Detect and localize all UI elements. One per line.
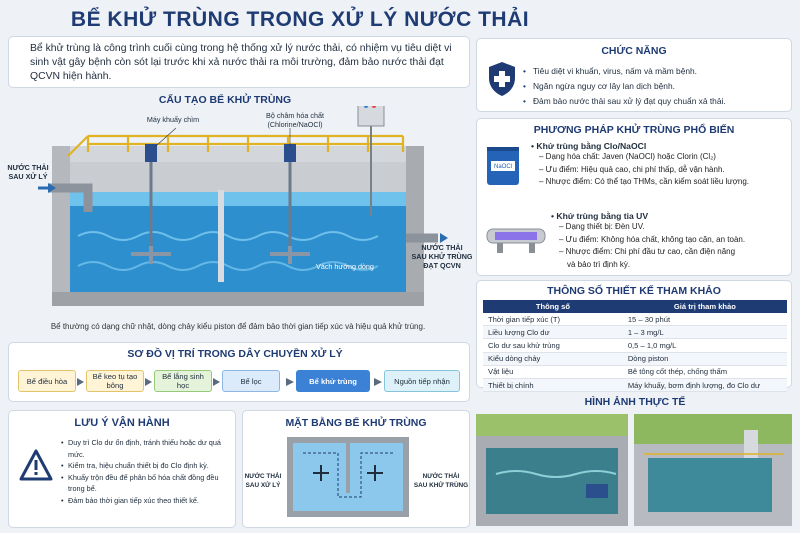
params-table bbox=[483, 300, 787, 392]
function-item: • Ngăn ngừa nguy cơ lây lan dịch bệnh. bbox=[523, 79, 726, 94]
table-row: Kiểu dòng chảy Dòng piston bbox=[483, 352, 787, 365]
flow-step: Bể lọc bbox=[222, 370, 280, 392]
params-panel bbox=[476, 280, 792, 388]
uv-cons: – Nhược điểm: Chi phí đầu tư cao, cần điện năng bbox=[559, 247, 736, 256]
label-inlet-line1: NƯỚC THẢI bbox=[7, 163, 49, 172]
flow-arrows bbox=[0, 376, 470, 388]
uv-method-name: • Khử trùng bằng tia UV bbox=[551, 211, 649, 221]
table-row: Clo dư sau khử trùng 0,5 – 1,0 mg/L bbox=[483, 339, 787, 352]
warning-icon bbox=[19, 449, 53, 481]
uv-lamp-icon bbox=[483, 217, 549, 257]
label-outlet-line1: NƯỚC THẢI bbox=[421, 243, 463, 252]
label-outlet-line2: SAU KHỬ TRÙNG bbox=[411, 252, 473, 261]
note-item: • Đảm bảo thời gian tiếp xúc theo thiết kế. bbox=[61, 495, 231, 507]
plan-title: MẶT BẰNG BỂ KHỬ TRÙNG bbox=[285, 417, 427, 429]
chlorine-cons: – Nhược điểm: Có thể tạo THMs, cần kiểm soát liều lượng. bbox=[539, 177, 750, 186]
tank-illustration bbox=[8, 106, 470, 320]
function-panel bbox=[476, 38, 792, 112]
label-inlet-line2: SAU XỬ LÝ bbox=[8, 172, 48, 181]
plan-inlet-line2: SAU XỬ LÝ bbox=[245, 482, 281, 489]
photo-2 bbox=[634, 414, 792, 526]
note-item: • Kiểm tra, hiệu chuẩn thiết bị đo Clo định kỳ. bbox=[61, 460, 231, 472]
notes-panel bbox=[8, 410, 236, 528]
page-title: BỂ KHỬ TRÙNG TRONG XỬ LÝ NƯỚC THẢI bbox=[70, 8, 530, 31]
table-row: Thiết bị chính Máy khuấy, bơm định lượng, đo Clo dư bbox=[483, 378, 787, 391]
label-doser-line1: Bộ châm hóa chất bbox=[266, 111, 324, 120]
flow-step: Nguồn tiếp nhận bbox=[384, 370, 460, 392]
table-row: Vật liệu Bê tông cốt thép, chống thấm bbox=[483, 365, 787, 378]
params-header: Thông số bbox=[483, 300, 623, 313]
plan-inlet-line1: NƯỚC THẢI bbox=[244, 473, 282, 480]
photo-1 bbox=[476, 414, 628, 526]
uv-cons-cont: và bảo trì định kỳ. bbox=[567, 259, 631, 269]
params-title: THÔNG SỐ THIẾT KẾ THAM KHẢO bbox=[547, 285, 721, 297]
methods-panel bbox=[476, 118, 792, 276]
uv-pros: – Ưu điểm: Không hóa chất, không tạo cặn, an toàn. bbox=[559, 234, 746, 244]
flow-step-active: Bể khử trùng bbox=[296, 370, 370, 392]
table-row: Liều lượng Clo dư 1 – 3 mg/L bbox=[483, 326, 787, 339]
params-header: Giá trị tham khảo bbox=[623, 300, 787, 313]
uv-form: – Dạng thiết bị: Đèn UV. bbox=[559, 222, 645, 231]
plan-panel bbox=[242, 410, 470, 528]
chlorine-method-name: • Khử trùng bằng Clo/NaOCl bbox=[531, 141, 647, 151]
flow-step: Bể lắng sinh học bbox=[154, 370, 212, 392]
label-mixer: Máy khuấy chìm bbox=[146, 115, 200, 124]
notes-title: LƯU Ý VẬN HÀNH bbox=[74, 417, 170, 429]
plan-diagram bbox=[283, 433, 413, 523]
table-row: Thời gian tiếp xúc (T) 15 – 30 phút bbox=[483, 313, 787, 326]
flow-step: Bể keo tụ tạo bông bbox=[86, 370, 144, 392]
label-baffle: Vách hướng dòng bbox=[316, 262, 374, 271]
note-item: • Duy trì Clo dư ổn định, tránh thiếu hoặc dư quá mức. bbox=[61, 437, 231, 460]
function-item: • Đảm bảo nước thải sau xử lý đạt quy chuẩn xả thải. bbox=[523, 94, 726, 109]
note-item: • Khuấy trộn đều để phân bố hóa chất đồng đều trong bể. bbox=[61, 472, 231, 495]
structure-caption: Bể thường có dạng chữ nhật, dòng chảy kiểu piston để đảm bảo thời gian tiếp xúc và hiệu quả khử trùng. bbox=[50, 322, 426, 331]
intro-text: Bể khử trùng là công trình cuối cùng trong hệ thống xử lý nước thải, có nhiệm vụ tiêu diệt vi sinh vật gây bệnh còn sót lại trước khi xả nước thải ra môi trường, đảm bảo nước thải đạt QCVN hiện hành. bbox=[30, 43, 452, 82]
chlorine-form: – Dạng hóa chất: Javen (NaOCl) hoặc Clorin (Cl₂) bbox=[539, 152, 716, 161]
label-doser-line2: (Chlorine/NaOCl) bbox=[267, 120, 323, 129]
flow-title: SƠ ĐỒ VỊ TRÍ TRONG DÂY CHUYỀN XỬ LÝ bbox=[127, 348, 343, 360]
label-outlet-line3: ĐẠT QCVN bbox=[423, 261, 461, 270]
shield-icon bbox=[487, 61, 517, 97]
function-title: CHỨC NĂNG bbox=[601, 45, 667, 57]
methods-title: PHƯƠNG PHÁP KHỬ TRÙNG PHỔ BIẾN bbox=[533, 124, 735, 136]
plan-outlet-line1: NƯỚC THẢI bbox=[422, 473, 460, 480]
structure-title: CẤU TẠO BỂ KHỬ TRÙNG bbox=[158, 94, 292, 106]
photos-title: HÌNH ẢNH THỰC TẾ bbox=[584, 396, 686, 408]
flow-step: Bể điều hòa bbox=[18, 370, 76, 392]
function-item: • Tiêu diệt vi khuẩn, virus, nấm và mầm bệnh. bbox=[523, 64, 726, 79]
drum-label: NaOCl bbox=[493, 164, 512, 170]
plan-outlet-line2: SAU KHỬ TRÙNG bbox=[413, 482, 469, 489]
chlorine-pros: – Ưu điểm: Hiệu quả cao, chi phí thấp, dễ vận hành. bbox=[539, 164, 725, 174]
